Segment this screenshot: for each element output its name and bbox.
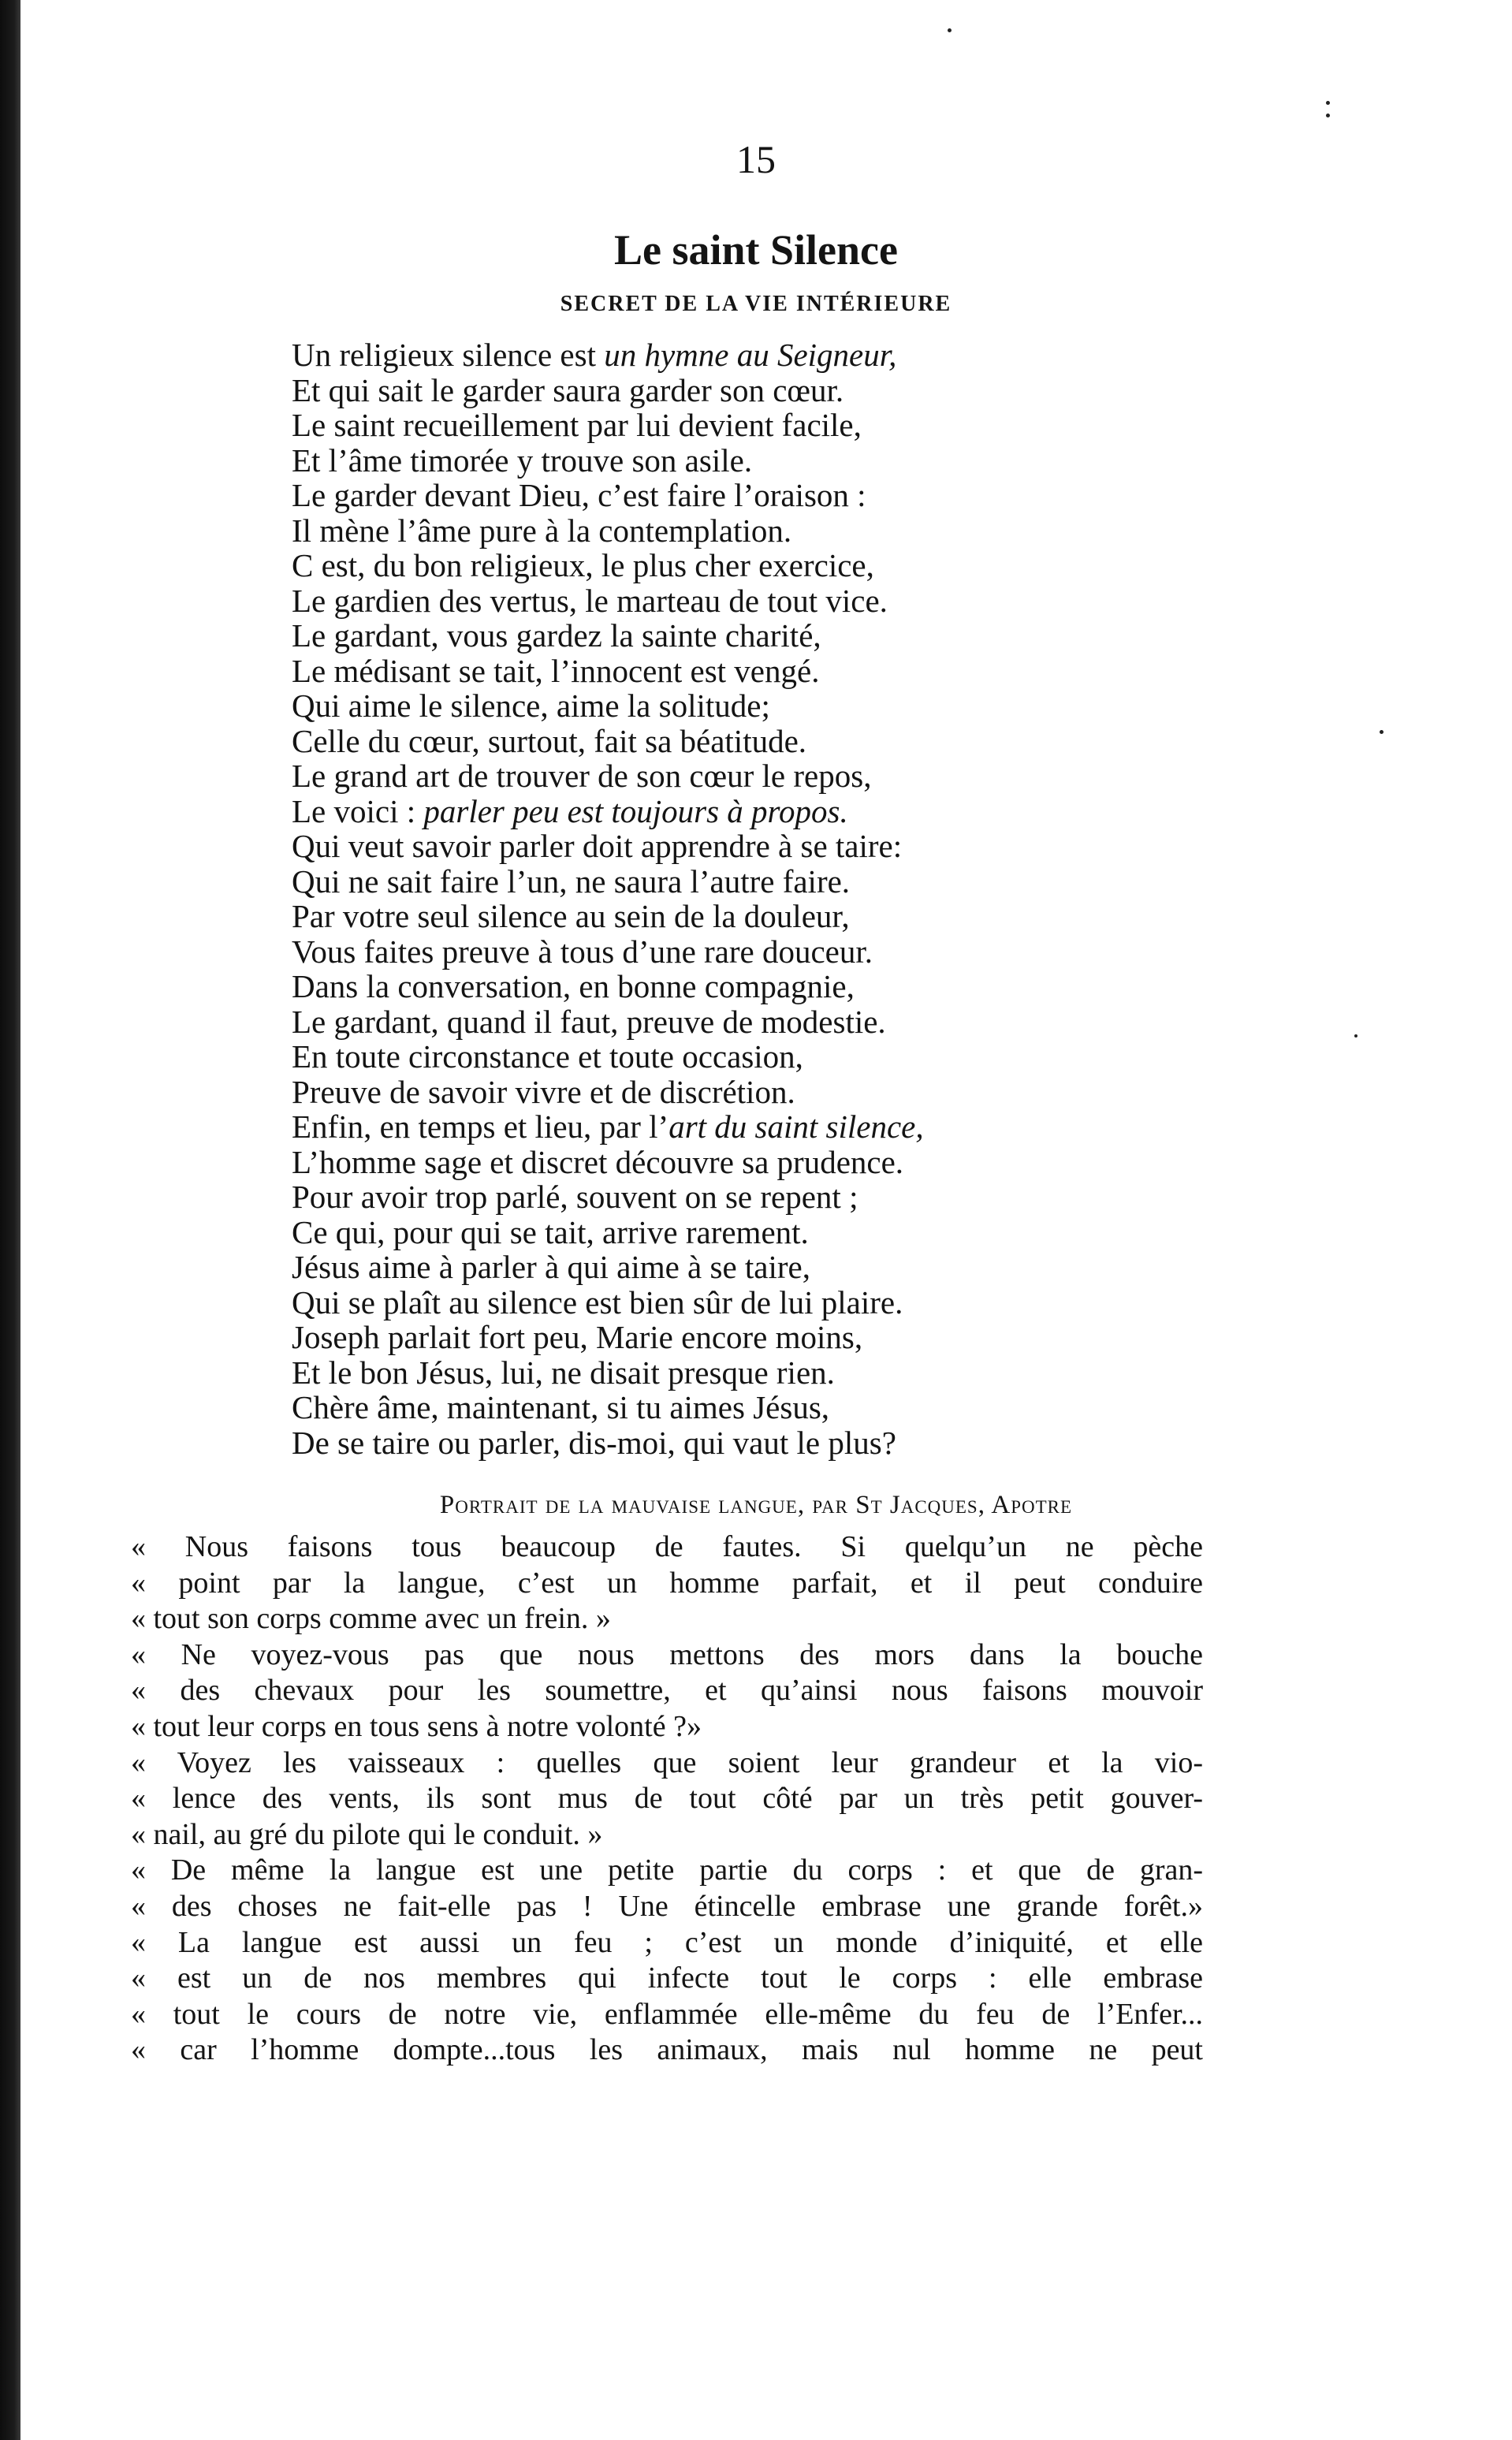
poem-text: Et l’âme timorée y trouve son asile. xyxy=(292,441,753,479)
poem-text: Le gardien des vertus, le marteau de tout vice. xyxy=(292,582,888,619)
prose-line: « La langue est aussi un feu ; c’est un monde d’iniquité, et elle xyxy=(131,1925,1203,1959)
poem-text: Et le bon Jésus, lui, ne disait presque rien. xyxy=(292,1354,835,1391)
poem-text: Le gardant, vous gardez la sainte charité, xyxy=(292,617,821,654)
prose-line: « tout le cours de notre vie, enflammée elle-même du feu de l’Enfer... xyxy=(131,1997,1203,2031)
poem-text: Le médisant se tait, l’innocent est vengé. xyxy=(292,652,820,689)
poem-text: Et qui sait le garder saura garder son cœur. xyxy=(292,371,844,408)
prose-line: « Nous faisons tous beaucoup de fautes. Si quelqu’un ne pèche xyxy=(131,1530,1203,1563)
poem-text: Jésus aime à parler à qui aime à se taire, xyxy=(292,1249,810,1285)
poem-line xyxy=(292,1355,1395,1391)
poem-text: Le voici : xyxy=(292,792,424,829)
poem-line xyxy=(292,1285,1395,1321)
poem-text: Celle du cœur, surtout, fait sa béatitude. xyxy=(292,722,807,759)
poem-text: Dans la conversation, en bonne compagnie, xyxy=(292,968,855,1004)
poem xyxy=(292,337,1395,1460)
poem-line xyxy=(292,478,1395,513)
poem-line xyxy=(292,724,1395,759)
poem-text: Par votre seul silence au sein de la douleur, xyxy=(292,898,850,934)
poem-line xyxy=(292,1215,1395,1250)
poem-line xyxy=(292,758,1395,794)
poem-text: Qui veut savoir parler doit apprendre à se taire: xyxy=(292,828,903,864)
poem-line xyxy=(292,1179,1395,1215)
poem-line xyxy=(292,899,1395,934)
poem-line xyxy=(292,1109,1395,1145)
poem-line xyxy=(292,513,1395,549)
poem-line xyxy=(292,1390,1395,1425)
poem-text: Ce qui, pour qui se tait, arrive rarement. xyxy=(292,1213,809,1250)
poem-line xyxy=(292,618,1395,654)
poem-italic-text: un hymne au Seigneur, xyxy=(604,337,897,373)
page-title: Le saint Silence xyxy=(614,226,898,274)
poem-text: Qui se plaît au silence est bien sûr de lui plaire. xyxy=(292,1283,903,1321)
prose-line: « Voyez les vaisseaux : quelles que soient leur grandeur et la vio- xyxy=(131,1745,1203,1779)
ink-speck xyxy=(948,28,952,32)
poem-text: Joseph parlait fort peu, Marie encore moins, xyxy=(292,1319,863,1355)
prose-line: « des chevaux pour les soumettre, et qu’ainsi nous faisons mouvoir xyxy=(131,1674,1203,1708)
poem-text: L’homme sage et discret découvre sa prudence. xyxy=(292,1143,904,1180)
poem-text: Un religieux silence est xyxy=(292,337,605,373)
poem-text: Chère âme, maintenant, si tu aimes Jésus, xyxy=(292,1389,830,1425)
poem-italic-text: parler peu est toujours à propos. xyxy=(423,792,848,829)
poem-text: Le saint recueillement par lui devient facile, xyxy=(292,407,862,443)
poem-text: Enfin, en temps et lieu, par l’ xyxy=(292,1108,669,1145)
poem-line xyxy=(292,1075,1395,1110)
poem-line xyxy=(292,1004,1395,1040)
poem-line xyxy=(292,934,1395,970)
page-number: 15 xyxy=(736,137,776,181)
poem-line xyxy=(292,1039,1395,1075)
poem-text: Vous faites preuve à tous d’une rare douceur. xyxy=(292,933,873,970)
poem-text: Qui aime le silence, aime la solitude; xyxy=(292,687,770,724)
page-subtitle: SECRET DE LA VIE INTÉRIEURE xyxy=(560,292,952,316)
poem-text: Le grand art de trouver de son cœur le repos, xyxy=(292,758,872,794)
poem-line xyxy=(292,1320,1395,1355)
poem-line xyxy=(292,337,1395,373)
poem-text: Le garder devant Dieu, c’est faire l’oraison : xyxy=(292,477,866,513)
poem-text: Preuve de savoir vivre et de discrétion. xyxy=(292,1073,795,1110)
prose-passage xyxy=(131,1529,1203,2069)
page-binding-edge xyxy=(0,0,20,2440)
poem-line xyxy=(292,443,1395,479)
poem-line xyxy=(292,583,1395,619)
poem-line xyxy=(292,1250,1395,1285)
poem-line xyxy=(292,969,1395,1004)
prose-line: « nail, au gré du pilote qui le conduit. » xyxy=(131,1817,603,1851)
poem-text: Le gardant, quand il faut, preuve de modestie. xyxy=(292,1003,886,1040)
poem-line xyxy=(292,688,1395,724)
poem-line xyxy=(292,1145,1395,1180)
poem-text: Qui ne sait faire l’un, ne saura l’autre faire. xyxy=(292,862,851,900)
prose-line: « car l’homme dompte...tous les animaux, mais nul homme ne peut xyxy=(131,2033,1203,2067)
poem-text: C est, du bon religieux, le plus cher exercice, xyxy=(292,547,874,583)
prose-line: « point par la langue, c’est un homme parfait, et il peut conduire xyxy=(131,1566,1203,1600)
poem-line xyxy=(292,654,1395,689)
prose-line: « De même la langue est une petite partie du corps : et que de gran- xyxy=(131,1853,1203,1887)
poem-line xyxy=(292,548,1395,583)
poem-text: En toute circonstance et toute occasion, xyxy=(292,1038,803,1075)
poem-line xyxy=(292,373,1395,408)
prose-line: « tout leur corps en tous sens à notre volonté ?» xyxy=(131,1709,702,1743)
prose-line: « est un de nos membres qui infecte tout le corps : elle embrase xyxy=(131,1961,1203,1995)
poem-italic-text: art du saint silence, xyxy=(668,1108,924,1145)
prose-line: « des choses ne fait-elle pas ! Une étincelle embrase une grande forêt.» xyxy=(131,1889,1203,1923)
poem-line xyxy=(292,829,1395,864)
poem-line xyxy=(292,408,1395,443)
prose-line: « tout son corps comme avec un frein. » xyxy=(131,1602,611,1636)
prose-line: « lence des vents, ils sont mus de tout côté par un très petit gouver- xyxy=(131,1782,1203,1816)
poem-text: Pour avoir trop parlé, souvent on se repent ; xyxy=(292,1179,858,1215)
ink-speck xyxy=(1326,101,1330,105)
poem-line xyxy=(292,864,1395,900)
poem-text: Il mène l’âme pure à la contemplation. xyxy=(292,512,792,549)
section-heading: Portrait de la mauvaise langue, par St Jacques, Apotre xyxy=(439,1491,1073,1519)
prose-line: « Ne voyez-vous pas que nous mettons des mors dans la bouche xyxy=(131,1637,1203,1671)
poem-line xyxy=(292,1425,1395,1461)
poem-line xyxy=(292,794,1395,829)
ink-speck xyxy=(1326,114,1330,117)
poem-text: De se taire ou parler, dis-moi, qui vaut le plus? xyxy=(292,1424,896,1461)
